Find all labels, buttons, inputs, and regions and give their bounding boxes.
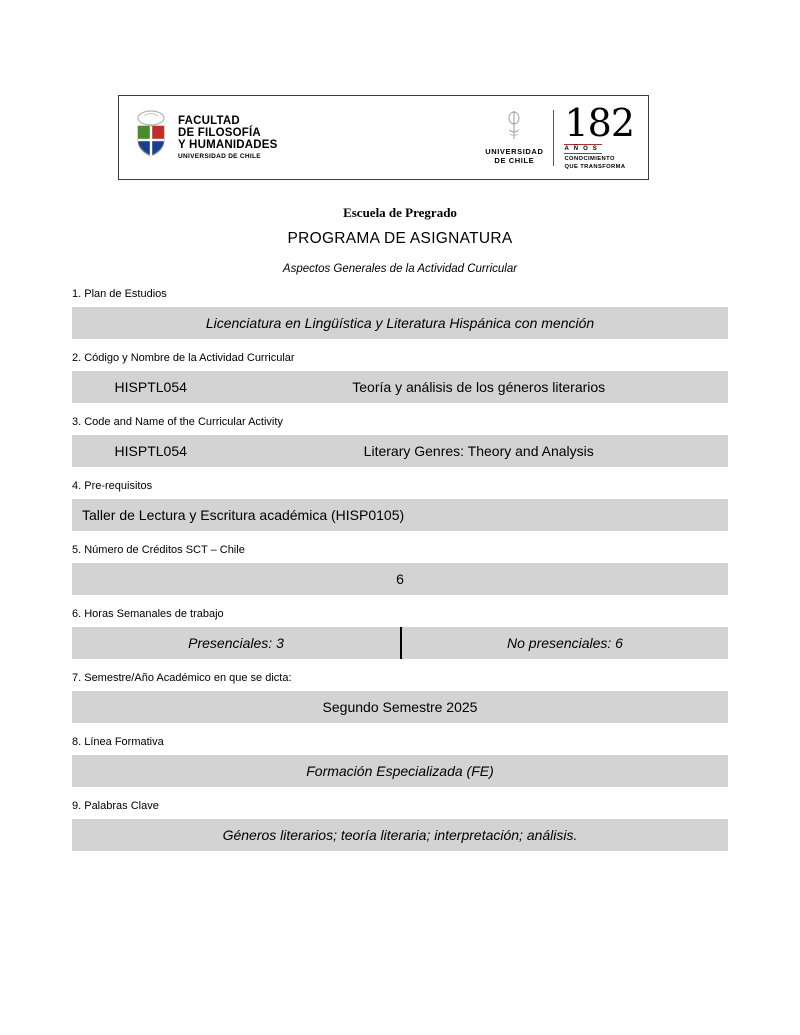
school-title: Escuela de Pregrado [343,205,457,220]
hours-presencial: Presenciales: 3 [188,635,284,651]
university-emblem-icon [506,110,522,145]
section-semestre [72,672,728,723]
hours-no-presencial: No presenciales: 6 [400,627,728,659]
document-content [72,200,728,851]
section-value-bar [72,819,728,851]
header-logo-box [118,95,649,180]
section-value-bar [72,435,728,467]
section-label: 3. Code and Name of the Curricular Activity [72,416,283,428]
section-creditos-sct [72,544,728,595]
faculty-line-1: FACULTAD [178,114,240,127]
section-label: 8. Línea Formativa [72,736,164,748]
university-block [485,110,543,166]
tagline-line-2: QUE TRANSFORMA [564,163,626,170]
section-value-bar [72,563,728,595]
logo-divider [553,110,554,166]
section-value-bar [72,691,728,723]
faculty-name [178,115,278,161]
course-name-english: Literary Genres: Theory and Analysis [363,443,594,459]
course-code: HISPTL054 [114,379,187,395]
section-label: 2. Código y Nombre de la Actividad Curricular [72,352,295,364]
section-value: 6 [396,571,404,587]
section-label: 1. Plan de Estudios [72,288,167,300]
university-name-line-2: DE CHILE [494,156,535,165]
anniversary-tagline [564,156,625,172]
section-value: Licenciatura en Lingüística y Literatura Hispánica con mención [205,315,595,331]
faculty-logo [133,110,278,165]
section-label: 9. Palabras Clave [72,800,159,812]
section-value: Segundo Semestre 2025 [322,699,478,715]
section-label: 6. Horas Semanales de trabajo [72,608,224,620]
section-codigo-nombre [72,352,728,403]
university-anniversary-logo [485,100,634,172]
program-title: PROGRAMA DE ASIGNATURA [287,230,513,247]
section-code-name-en [72,416,728,467]
section-value: Taller de Lectura y Escritura académica (HISP0105) [82,507,405,523]
faculty-shield-icon [133,110,169,165]
section-linea-formativa [72,736,728,787]
faculty-line-2: DE FILOSOFÍA [178,126,261,139]
anniversary-anos-label: AÑOS [564,145,602,152]
section-value-bar [72,627,728,659]
section-palabras-clave [72,800,728,851]
section-label: 4. Pre-requisitos [72,480,153,492]
tagline-line-1: CONOCIMIENTO [564,155,615,162]
section-prerequisitos [72,480,728,531]
section-value-bar [72,371,728,403]
section-plan-de-estudios [72,288,728,339]
faculty-line-3: Y HUMANIDADES [178,138,278,151]
course-name: Teoría y análisis de los géneros literarios [352,379,606,395]
section-horas-semanales [72,608,728,659]
course-code: HISPTL054 [114,443,187,459]
section-value-bar [72,755,728,787]
section-value: Formación Especializada (FE) [306,763,494,779]
section-label: 7. Semestre/Año Académico en que se dicta: [72,672,292,684]
anniversary-number: 182 [564,100,634,145]
section-value: Géneros literarios; teoría literaria; interpretación; análisis. [222,827,578,843]
faculty-line-4: UNIVERSIDAD DE CHILE [178,152,261,160]
anniversary-block [564,100,634,172]
university-name-line-1: UNIVERSIDAD [485,146,544,156]
section-value-bar [72,307,728,339]
university-name [485,147,543,166]
program-subtitle: Aspectos Generales de la Actividad Curricular [282,263,518,275]
section-value-bar [72,499,728,531]
section-label: 5. Número de Créditos SCT – Chile [72,544,245,556]
